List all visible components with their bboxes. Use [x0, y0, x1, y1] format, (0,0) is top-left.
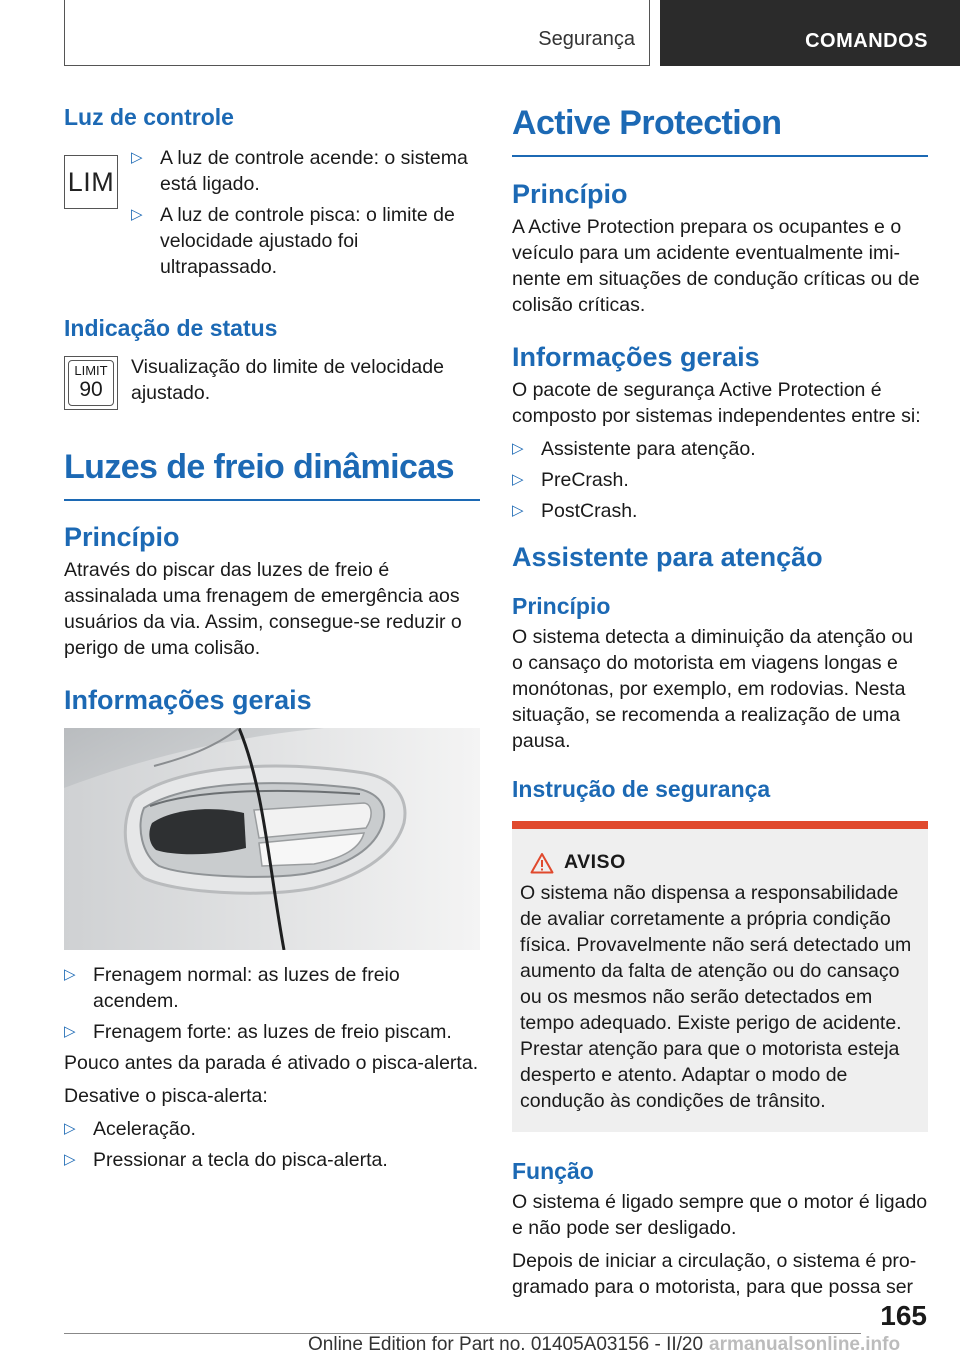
list-item: ▷ A luz de controle pisca: o limite de velocidade ajustado foi ultrapassado. — [131, 204, 455, 278]
edition-text: Online Edition for Part no. 01405A03156 - II/20 — [308, 1334, 704, 1355]
triangle-bullet-icon: ▷ — [64, 1023, 76, 1040]
speed-limit-sign-icon: LIMIT 90 — [64, 356, 118, 410]
chapter-tab — [660, 0, 960, 66]
principio-assist-text: O sistema detecta a diminuição da atenção ou o cansaço do motorista em viagens longas e monótonas, por exemplo, em rodovias. Nesta situação, se recomenda a realização de uma pausa. — [512, 626, 914, 752]
triangle-bullet-icon: ▷ — [512, 440, 524, 457]
warning-title — [530, 851, 920, 874]
triangle-bullet-icon: ▷ — [512, 471, 524, 488]
heading-funcao: Função — [512, 1158, 594, 1184]
warning-label: AVISO — [564, 851, 626, 873]
heading-luz-controle: Luz de controle — [64, 104, 234, 130]
triangle-bullet-icon: ▷ — [131, 149, 143, 166]
triangle-bullet-icon: ▷ — [64, 966, 76, 983]
luz-controle-list — [131, 145, 480, 280]
freio-list — [64, 962, 480, 1045]
heading-principio-assist: Princípio — [512, 593, 611, 619]
warning-triangle-icon — [530, 852, 554, 874]
heading-indicacao-status: Indicação de status — [64, 315, 278, 341]
heading-principio-ap: Princípio — [512, 179, 628, 209]
indicacao-text: Visualização do limite de velocidade ajustado. — [131, 356, 444, 404]
page-number: 165 — [880, 1300, 927, 1331]
funcao-text-1: O sistema é ligado sempre que o motor é ligado e não pode ser desligado. — [512, 1191, 928, 1239]
page-header — [0, 0, 960, 66]
triangle-bullet-icon: ▷ — [64, 1120, 76, 1137]
luz-controle-block — [64, 145, 480, 280]
info-ap-text: O pacote de segurança Active Protection é composto por sistemas independentes entre si: — [512, 379, 921, 427]
warning-text: O sistema não dispensa a responsabilidade de avaliar corretamente a própria condição física. Provavelmente não será detectado um aumento da falta de atenção ou do cansaço ou os mesmos não serão detectados em tempo adequado. Existe perigo de acidente. Prestar atenção para que o motorista esteja desperto e atento. Adaptar o modo de condução às condições de trânsito. — [520, 882, 912, 1112]
heading-luzes-freio: Luzes de freio dinâmicas — [64, 448, 480, 501]
section-label: Segurança — [538, 28, 635, 50]
triangle-bullet-icon: ▷ — [131, 206, 143, 223]
heading-instrucao-seguranca: Instrução de segurança — [512, 776, 771, 802]
funcao-text-2: Depois de iniciar a circulação, o sistema é programado para o motorista, para que possa ser — [512, 1250, 917, 1298]
list-item: ▷ Pressionar a tecla do pisca-alerta. — [64, 1149, 388, 1171]
tail-light-image — [64, 728, 480, 950]
list-item: ▷ PreCrash. — [512, 469, 629, 491]
desative-list — [64, 1116, 480, 1173]
principio-freio-text: Através do piscar das luzes de freio é assinalada uma frenagem de emergência aos usuários da via. Assim, consegue-se reduzir o perigo de uma colisão. — [64, 559, 462, 659]
list-item: ▷ Frenagem normal: as luzes de freio acendem. — [64, 964, 400, 1012]
heading-info-ap: Informações gerais — [512, 342, 760, 372]
heading-principio-freio: Princípio — [64, 522, 180, 552]
indicacao-block — [64, 354, 480, 412]
warning-box — [512, 821, 928, 1132]
pisca-alerta-text: Pouco antes da parada é ativado o pisca-alerta. — [64, 1052, 479, 1074]
list-item: ▷ PostCrash. — [512, 500, 638, 522]
desative-text: Desative o pisca-alerta: — [64, 1085, 268, 1107]
left-column — [64, 96, 480, 1178]
chapter-label: COMANDOS — [805, 30, 928, 52]
heading-assistente: Assistente para atenção — [512, 542, 823, 572]
list-item: ▷ Aceleração. — [64, 1118, 196, 1140]
watermark-logo: armanualsonline.info — [709, 1334, 901, 1355]
heading-info-freio: Informações gerais — [64, 685, 312, 715]
triangle-bullet-icon: ▷ — [512, 502, 524, 519]
lim-indicator-icon: LIM — [64, 155, 118, 209]
principio-ap-text: A Active Protection prepara os ocupantes e o veículo para um acidente eventualmente iminente em situações de condução críticas ou de colisão críticas. — [512, 216, 920, 316]
section-tab — [64, 0, 650, 66]
right-column — [512, 96, 928, 1300]
list-item: ▷ Assistente para atenção. — [512, 438, 756, 460]
list-item: ▷ Frenagem forte: as luzes de freio piscam. — [64, 1021, 452, 1043]
heading-active-protection: Active Protection — [512, 104, 928, 157]
list-item: ▷ A luz de controle acende: o sistema está ligado. — [131, 147, 468, 195]
info-ap-list — [512, 436, 928, 524]
triangle-bullet-icon: ▷ — [64, 1151, 76, 1168]
